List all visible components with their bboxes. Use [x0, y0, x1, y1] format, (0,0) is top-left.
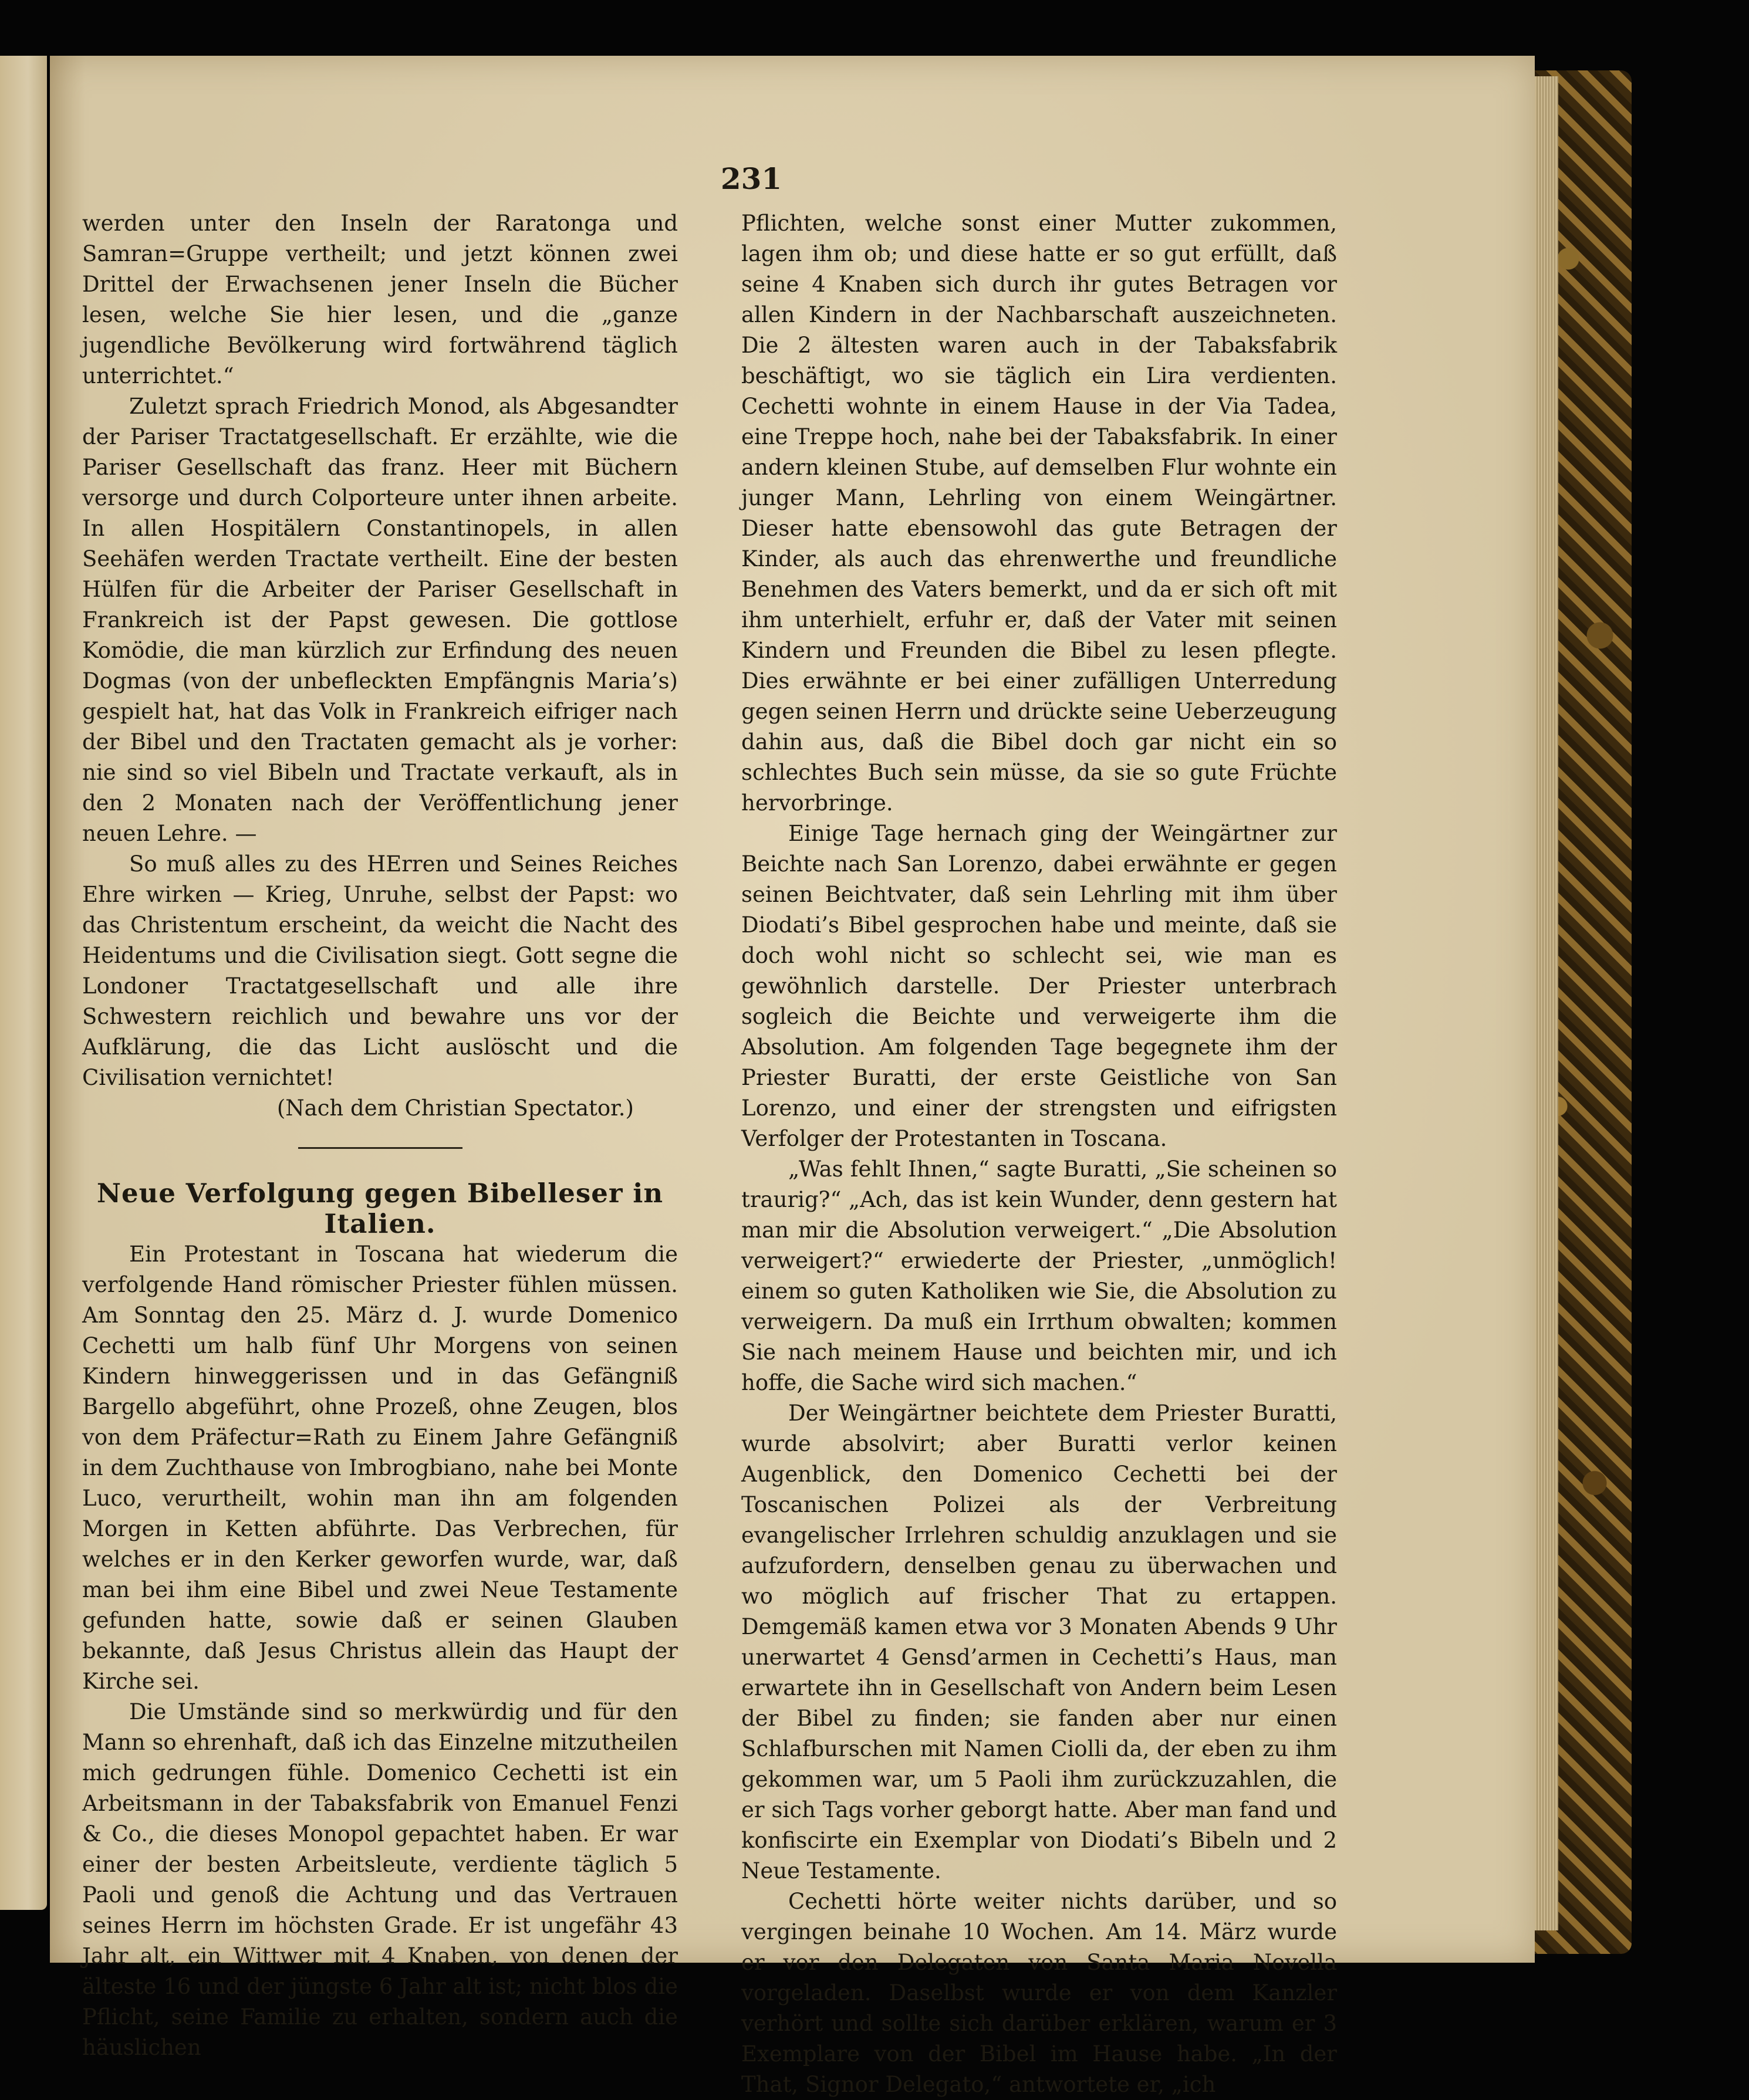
paragraph: Die Umstände sind so merkwürdig und für den Mann so ehrenhaft, daß ich das Einzelne mitzutheilen mich gedrungen fühle. Domenico Cechetti ist ein Arbeitsmann in der Tabaksfabrik von Emanuel Fenzi & Co., die dieses Monopol gepachtet haben. Er war einer der besten Arbeitsleute, verdiente täglich 5 Paoli und genoß die Achtung und das Vertrauen seines Herrn im höchsten Grade. Er ist ungefähr 43 Jahr alt, ein Wittwer mit 4 Knaben, von denen der älteste 16 und der jüngste 6 Jahr alt ist; nicht blos die Pflicht, seine Familie zu erhalten, sondern auch die häuslichen	[82, 1699, 678, 2060]
paragraph: werden unter den Inseln der Raratonga und Samran=Gruppe vertheilt; und jetzt können zwei Drittel der Erwachsenen jener Inseln die Bücher lesen, welche Sie hier lesen, und die „ganze jugendliche Bevölkerung wird fortwährend täglich unterrichtet.“	[82, 211, 678, 388]
paragraph: Einige Tage hernach ging der Weingärtner zur Beichte nach San Lorenzo, dabei erwähnte er gegen seinen Beichtvater, daß sein Lehrling mit ihm über Diodati’s Bibel gesprochen habe und meinte, daß sie doch wohl nicht so schlecht sei, wie man es gewöhnlich darstelle. Der Priester unterbrach sogleich die Beichte und verweigerte ihm die Absolution. Am folgenden Tage begegnete ihm der Priester Buratti, der erste Geistliche von San Lorenzo, und einer der strengsten und eifrigsten Verfolger der Protestanten in Toscana.	[741, 821, 1337, 1151]
attribution: (Nach dem Christian Spectator.)	[276, 1095, 634, 1121]
paragraph: Pflichten, welche sonst einer Mutter zukommen, lagen ihm ob; und diese hatte er so gut erfüllt, daß seine 4 Knaben sich durch ihr gutes Betragen vor allen Kindern in der Nachbarschaft auszeichneten. Die 2 ältesten waren auch in der Tabaksfabrik beschäftigt, wo sie täglich ein Lira verdienten. Cechetti wohnte in einem Hause in der Via Tadea, eine Treppe hoch, nahe bei der Tabaksfabrik. In einer andern kleinen Stube, auf demselben Flur wohnte ein junger Mann, Lehrling von einem Weingärtner. Dieser hatte ebensowohl das gute Betragen der Kinder, als auch das ehrenwerthe und freundliche Benehmen des Vaters bemerkt, und da er sich oft mit ihm unterhielt, erfuhr er, daß der Vater mit seinen Kindern und Freunden die Bibel zu lesen pflegte. Dies erwähnte er bei einer zufälligen Unterredung gegen seinen Herrn und drückte seine Ueberzeugung dahin aus, daß die Bibel doch gar nicht ein so schlechtes Buch sein müsse, da sie so gute Früchte hervorbringe.	[741, 211, 1337, 816]
facing-page-edge	[0, 56, 47, 1910]
section-heading: Neue Verfolgung gegen Bibelleser in Italien.	[96, 1178, 664, 1239]
section-divider	[298, 1147, 462, 1149]
paragraph: „Was fehlt Ihnen,“ sagte Buratti, „Sie scheinen so traurig?“ „Ach, das ist kein Wunder, denn gestern hat man mir die Absolution verweigert.“ „Die Absolution verweigert?“ erwiederte der Priester, „unmöglich! einem so guten Katholiken wie Sie, die Absolution zu verweigern. Da muß ein Irrthum obwalten; kommen Sie nach meinem Hause und beichten mir, und ich hoffe, die Sache wird sich machen.“	[741, 1156, 1337, 1395]
paragraph: Ein Protestant in Toscana hat wiederum die verfolgende Hand römischer Priester fühlen müssen. Am Sonntag den 25. März d. J. wurde Domenico Cechetti um halb fünf Uhr Morgens von seinen Kindern hinweggerissen und in das Gefängniß Bargello abgeführt, ohne Prozeß, ohne Zeugen, blos von dem Präfectur=Rath zu Einem Jahre Gefängniß in dem Zuchthause von Imbrogbiano, nahe bei Monte Luco, verurtheilt, wohin man ihn am folgenden Morgen in Ketten abführte. Das Verbrechen, für welches er in den Kerker geworfen wurde, war, daß man bei ihm eine Bibel und zwei Neue Testamente gefunden hatte, sowie daß er seinen Glauben bekannte, daß Jesus Christus allein das Haupt der Kirche sei.	[82, 1242, 678, 1694]
left-column	[82, 208, 678, 2063]
paragraph: Der Weingärtner beichtete dem Priester Buratti, wurde absolvirt; aber Buratti verlor keinen Augenblick, den Domenico Cechetti bei der Toscanischen Polizei als der Verbreitung evangelischer Irrlehren schuldig anzuklagen und sie aufzufordern, denselben genau zu überwachen und wo möglich auf frischer That zu ertappen. Demgemäß kamen etwa vor 3 Monaten Abends 9 Uhr unerwartet 4 Gensd’armen in Cechetti’s Haus, man erwartete ihn in Gesellschaft von Andern beim Lesen der Bibel zu finden; sie fanden aber nur einen Schlafburschen mit Namen Ciolli da, der eben zu ihm gekommen war, um 5 Paoli ihm zurückzuzahlen, die er sich Tags vorher geborgt hatte. Aber man fand und konfiscirte ein Exemplar von Diodati’s Bibeln und 2 Neue Testamente.	[741, 1401, 1337, 1883]
page-number: 231	[720, 161, 782, 196]
paragraph: Cechetti hörte weiter nichts darüber, und so vergingen beinahe 10 Wochen. Am 14. März wurde er vor den Delegaten von Santa Maria Novella vorgeladen. Daselbst wurde er von dem Kanzler verhört und sollte sich darüber erklären, warum er 3 Exemplare von der Bibel im Hause habe. „In der That, Signor Delegato,“ antwortete er, „ich	[741, 1889, 1337, 2097]
paragraph: Zuletzt sprach Friedrich Monod, als Abgesandter der Pariser Tractatgesellschaft. Er erzählte, wie die Pariser Gesellschaft das franz. Heer mit Büchern versorge und durch Colporteure unter ihnen arbeite. In allen Hospitälern Constantinopels, in allen Seehäfen werden Tractate vertheilt. Eine der besten Hülfen für die Arbeiter der Pariser Gesellschaft in Frankreich ist der Papst gewesen. Die gottlose Komödie, die man kürzlich zur Erfindung des neuen Dogmas (von der unbefleckten Empfängnis Maria’s) gespielt hat, hat das Volk in Frankreich eifriger nach der Bibel und den Tractaten gemacht als je vorher: nie sind so viel Bibeln und Tractate verkauft, als in den 2 Monaten nach der Veröffentlichung jener neuen Lehre. —	[82, 394, 678, 846]
paragraph: So muß alles zu des HErren und Seines Reiches Ehre wirken — Krieg, Unruhe, selbst der Papst: wo das Christentum erscheint, da weicht die Nacht des Heidentums und die Civilisation siegt. Gott segne die Londoner Tractatgesellschaft und alle ihre Schwestern reichlich und bewahre uns vor der Aufklärung, die das Licht auslöscht und die Civilisation vernichtet!	[82, 851, 678, 1090]
right-column	[741, 208, 1337, 2100]
